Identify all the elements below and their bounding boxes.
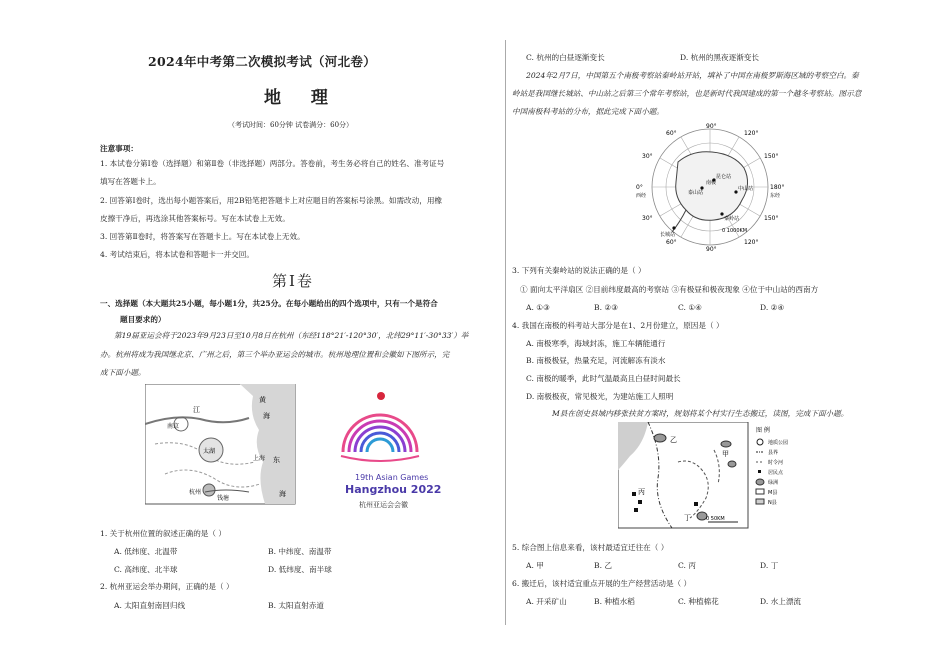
option: B. ②③ [594,303,619,312]
station-label: 中山站 [738,186,754,192]
map-label: 太湖 [203,448,216,455]
map-label: 杭州 [189,489,202,496]
map-label: 黄 [259,396,266,404]
option: A. 低纬度、北温带 [114,547,178,556]
option: D. 水上漂流 [760,597,802,606]
note-line: 1. 本试卷分第Ⅰ卷（选择题）和第Ⅱ卷（非选择题）两部分。答卷前，考生务必将自己的姓名、准考证号 [100,159,445,168]
logo-caption: 杭州亚运会会徽 [359,501,408,509]
option: D. 低纬度、南半球 [268,565,332,574]
center-label: 南极 [706,180,717,186]
note-line: 皮擦干净后，再选涂其他答案标号。写在本试卷上无效。 [100,214,290,223]
station-label: 泰山站 [688,190,704,196]
county-figure [618,422,818,530]
degree-label: 30° [642,215,653,222]
question-stem: 4. 我国在南极的科考站大部分是在1、2月份建立，原因是（ ） [512,321,724,330]
note-line: 3. 回答第Ⅱ卷时，将答案写在答题卡上。写在本试卷上无效。 [100,232,305,241]
degree-label: 180° [770,184,785,191]
option: A. 南极寒季，海域封冻，施工车辆能通行 [526,339,666,348]
page-title: 2024年中考第二次模拟考试（河北卷） [148,54,376,69]
option: B. 乙 [594,561,613,570]
notes-heading: 注意事项： [100,144,138,153]
option: A. 甲 [526,561,544,570]
place-label: 丁 [684,514,691,522]
degree-label: 60° [666,239,677,246]
station-label: 长城站 [660,232,676,238]
hangzhou-figure [145,384,455,512]
asian-games-logo [341,392,441,509]
side-label: 西经 [636,193,647,199]
passage-line: 2024年2月7日，中国第五个南极考察站秦岭站开站，填补了中国在南极罗斯海区域的考察空白。秦 [526,71,859,80]
map-label: 上海 [253,455,266,462]
place-label: 丙 [638,488,645,496]
exam-info: （考试时间：60分钟 试卷满分：60分） [228,121,354,129]
degree-label: 60° [666,130,677,137]
passage-line: 中国南极科考站的分布，据此完成下面小题。 [512,107,664,116]
map-label: 海 [279,490,286,498]
scale-label: 0 1000KM [722,228,748,234]
degree-label: 150° [764,215,779,222]
question-stem: 2. 杭州亚运会举办期间，正确的是（ ） [100,582,234,591]
passage-line: 岭站是我国继长城站、中山站之后第三个常年考察站，也是新时代我国建成的第一个越冬考察站。图示意 [512,89,862,98]
map-label: 南京 [167,423,180,430]
volume-title: 第Ⅰ卷 [272,272,314,290]
legend-item: 地质公园 [768,440,789,446]
hangzhou-map [145,384,455,512]
option: D. 南极极夜，常见极光，为建站施工人照明 [526,392,674,401]
option: C. 杭州的白昼逐渐变长 [526,53,605,62]
option: C. 高纬度、北半球 [114,565,178,574]
left-column [100,0,500,672]
section-instruction: 一、选择题（本大题共25小题，每小题1分，共25分。在每小题给出的四个选项中，只有一个是符合 [100,299,438,308]
option: C. 丙 [678,561,696,570]
side-label: 东经 [770,193,781,199]
option: D. 丁 [760,561,779,570]
degree-label: 120° [744,239,759,246]
passage-line: 成下面小题。 [100,368,146,377]
antarctica-map [630,122,790,252]
degree-label: 150° [764,153,779,160]
question-stem: 3. 下列有关秦岭站的说法正确的是（ ） [512,266,646,275]
legend-item: 绿洲 [768,480,779,486]
legend-title: 图 例 [756,427,770,434]
passage-line: 第19届亚运会将于2023年9月23日至10月8日在杭州（东经118°21′-120°30′，北纬29°11′-30°33′）举 [114,331,469,340]
note-line: 2. 回答第Ⅰ卷时，选出每小题答案后，用2B铅笔把答题卡上对应题目的答案标号涂黑。如需改动，用橡 [100,196,443,205]
option: C. ①④ [678,303,702,312]
subject-title: 地 理 [264,88,340,108]
logo-text: Hangzhou 2022 [345,483,442,496]
option: D. 杭州的黑夜逐渐变长 [680,53,759,62]
legend-item: M县 [768,490,778,496]
option: A. ①③ [526,303,550,312]
question-stem: 6. 搬迁后，该村适宜重点开展的生产经营活动是（ ） [512,579,692,588]
option: A. 开采矿山 [526,597,567,606]
legend-item: N县 [768,500,777,506]
map-label: 钱塘 [217,495,230,502]
option: D. ②④ [760,303,785,312]
place-label: 甲 [722,450,729,458]
place-label: 乙 [670,436,677,444]
option: B. 种植水稻 [594,597,635,606]
question-stem: 5. 综合图上信息来看，该村最适宜迁往在（ ） [512,543,669,552]
map-legend [756,426,788,506]
county-map-svg [618,422,818,530]
legend-item: 居民点 [768,470,784,476]
column-divider [505,40,506,625]
legend-item: 县界 [768,450,779,456]
right-column [512,0,912,672]
question-statement: ① 面向太平洋扇区 ②目前纬度最高的考察站 ③有极昼和极夜现象 ④位于中山站的西南方 [520,285,819,294]
map-label: 江 [193,406,200,414]
legend-item: 时令河 [768,460,784,466]
question-stem: 1. 关于杭州位置的叙述正确的是（ ） [100,529,226,538]
station-label: 昆仑站 [716,174,732,180]
option: A. 太阳直射南回归线 [114,601,186,610]
degree-label: 30° [642,153,653,160]
degree-label: 90° [706,246,717,252]
degree-label: 120° [744,130,759,137]
option: C. 种植棉花 [678,597,719,606]
section-instruction: 题目要求的） [120,315,166,324]
map-label: 东 [273,456,280,464]
degree-label: 0° [636,184,643,191]
option: B. 中纬度、南温带 [268,547,332,556]
polar-map-svg [630,122,790,252]
option: B. 南极极昼，热量充足，河流解冻有淡水 [526,356,666,365]
logo-text: 19th Asian Games [355,473,429,482]
option: C. 南极的暖季，此时气温最高且白昼时间最长 [526,374,681,383]
note-line: 填写在答题卡上。 [100,177,161,186]
station-label: 秦岭站 [724,216,740,222]
note-line: 4. 考试结束后，将本试卷和答题卡一并交回。 [100,250,254,259]
option: B. 太阳直射赤道 [268,601,324,610]
passage-line: M县在创史县域内移张扶贫方案时，规划将某个村实行生态搬迁，读图，完成下面小题。 [552,409,849,418]
degree-label: 90° [706,123,717,130]
map-label: 海 [263,412,270,420]
scale-label: 0 50KM [706,516,725,522]
passage-line: 办。杭州将成为我国继北京、广州之后，第三个举办亚运会的城市。杭州地理位置和会徽如下图所示，完 [100,350,450,359]
